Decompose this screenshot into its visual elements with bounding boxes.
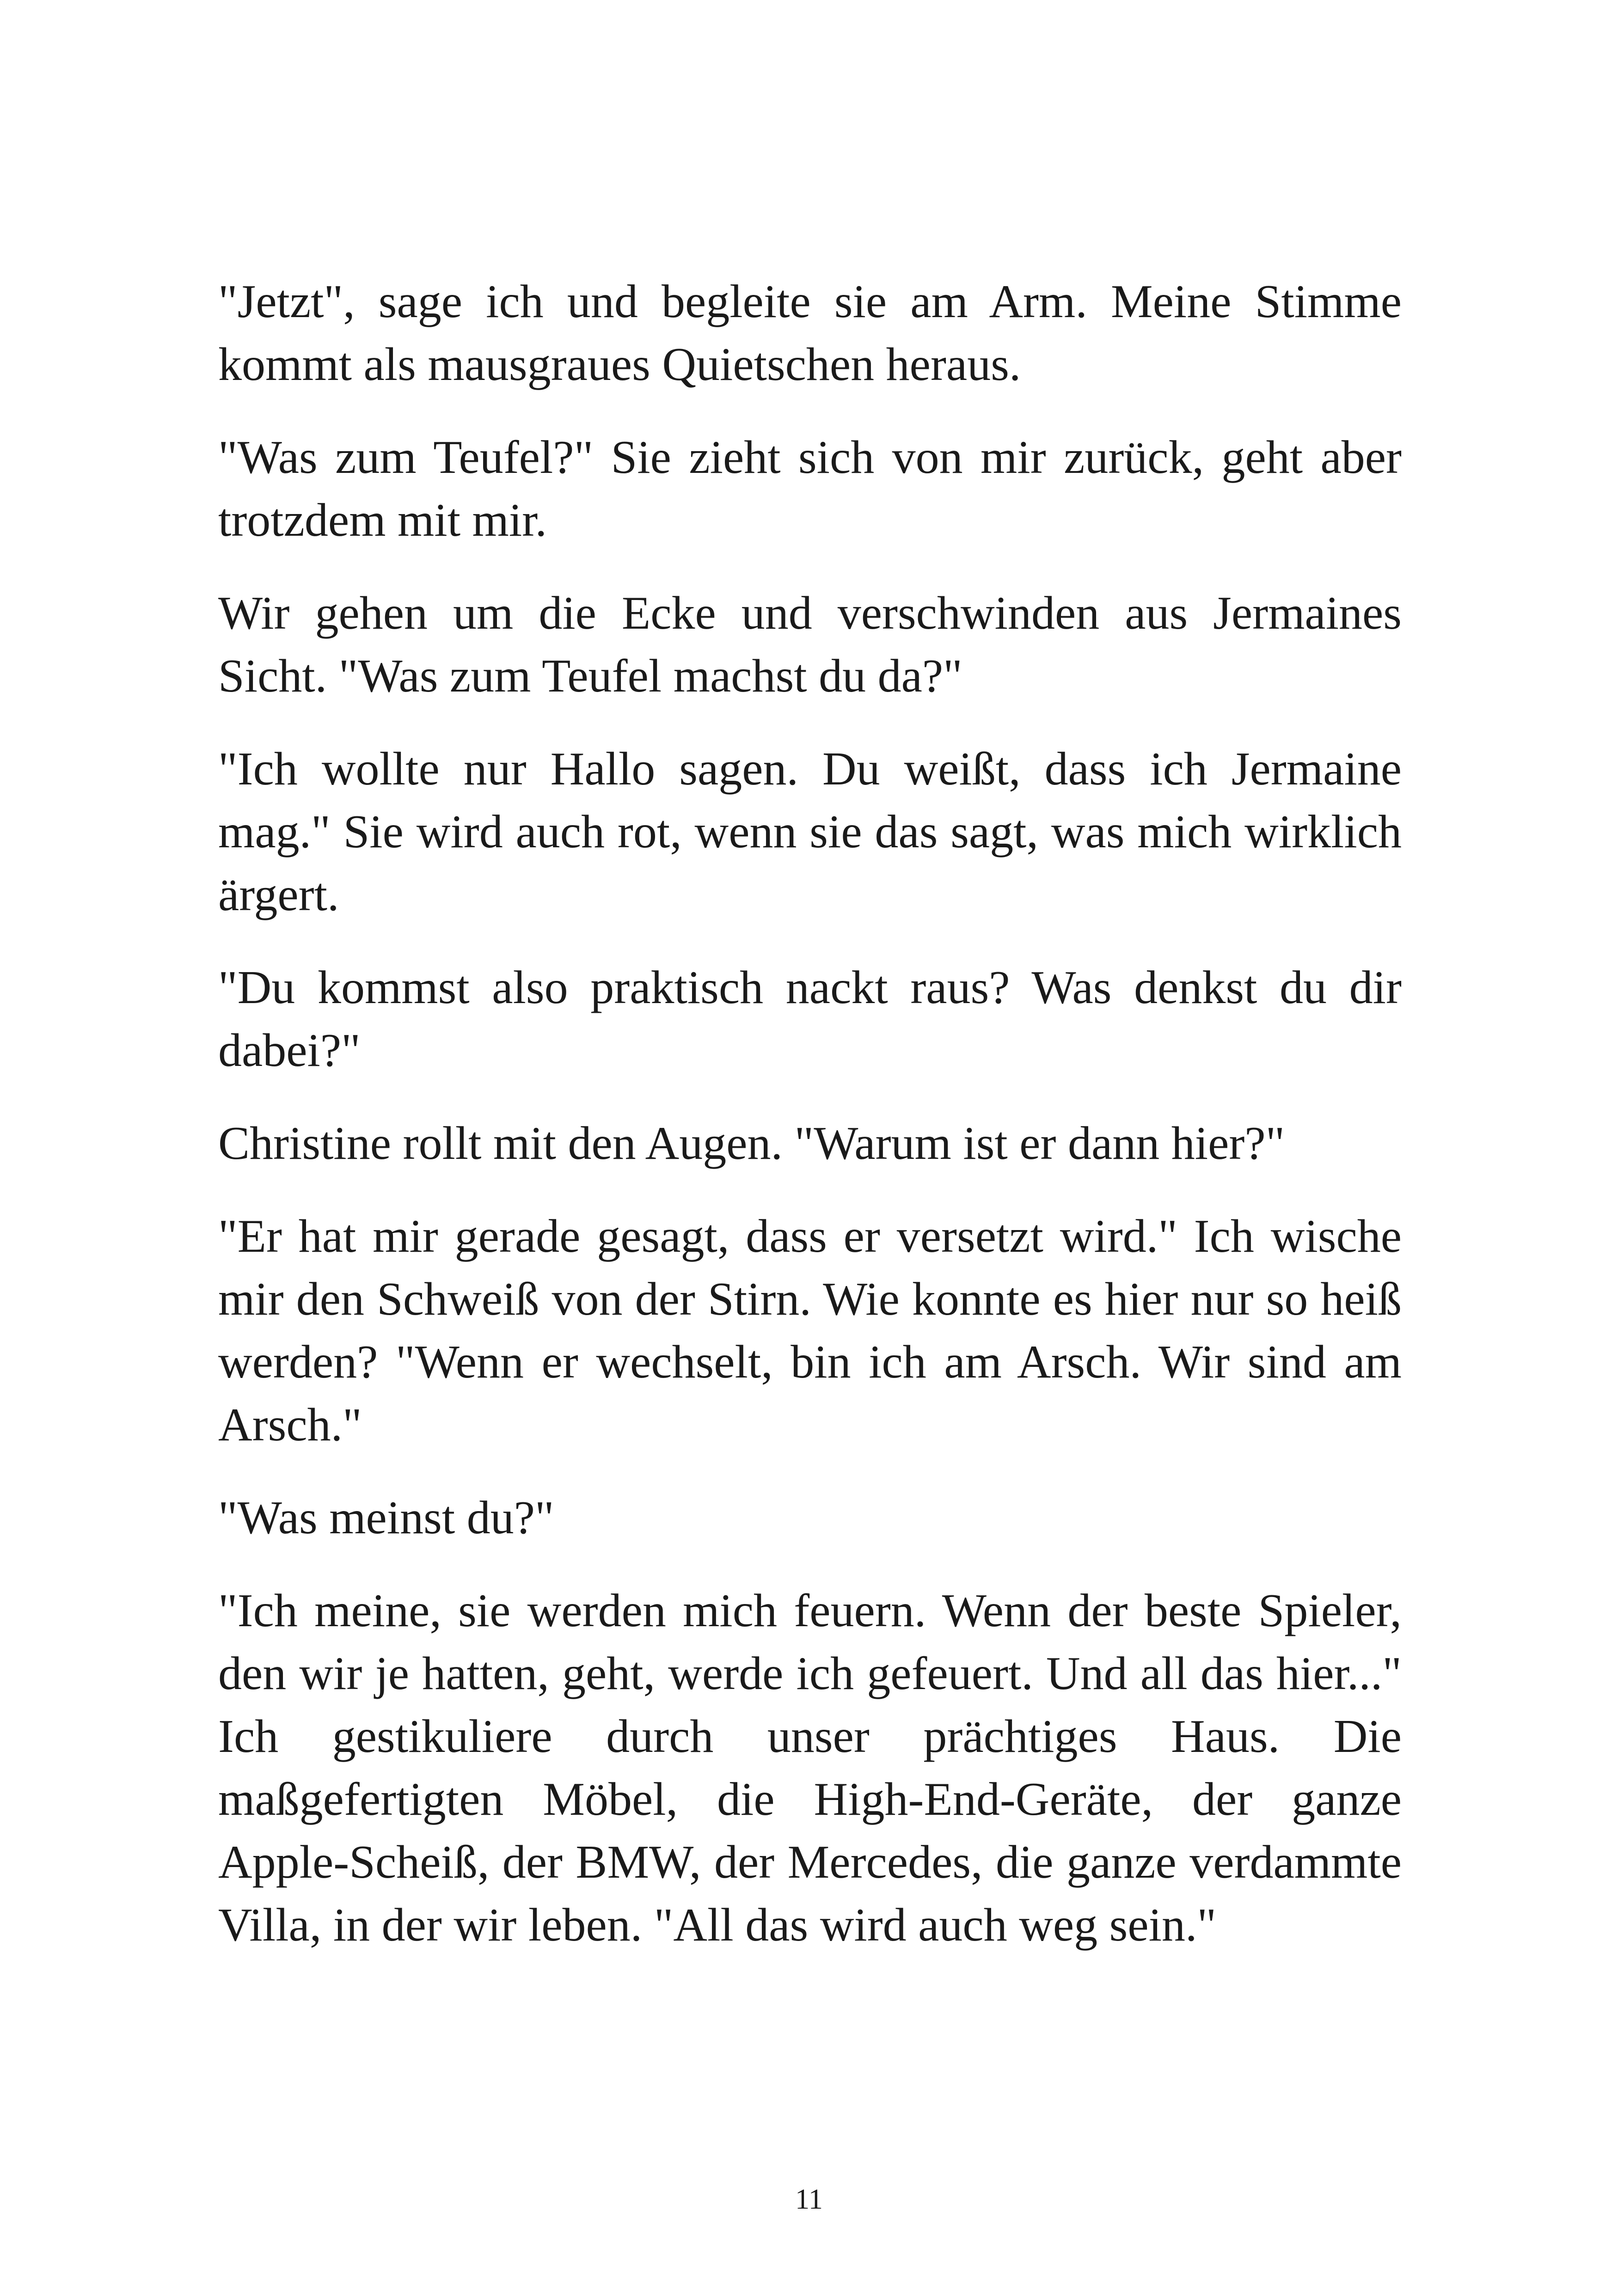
page-number: 11 xyxy=(795,2184,823,2215)
paragraph-8: "Was meinst du?" xyxy=(218,1492,554,1544)
paragraph-9: "Ich meine, sie werden mich feuern. Wenn der beste Spieler, den wir je hatten, geht, werde ich gefeuert. Und all das hier..." Ich gestikuliere durch unser prächtiges Haus. Die maßgefertigten Möbel, die High-End-Geräte, der ganze Apple-Scheiß, der BMW, der Mercedes, die ganze verdammte Villa, in der wir leben. "All das wird auch weg sein." xyxy=(218,1585,1402,1951)
paragraph-6: Christine rollt mit den Augen. "Warum ist er dann hier?" xyxy=(218,1117,1285,1169)
body-text xyxy=(218,270,1402,1957)
paragraph-4: "Ich wollte nur Hallo sagen. Du weißt, dass ich Jermaine mag." Sie wird auch rot, wenn sie das sagt, was mich wirklich ärgert. xyxy=(218,743,1402,921)
paragraph-5: "Du kommst also praktisch nackt raus? Was denkst du dir dabei?" xyxy=(218,961,1402,1077)
paragraph-7: "Er hat mir gerade gesagt, dass er versetzt wird." Ich wische mir den Schweiß von der Stirn. Wie konnte es hier nur so heiß werden? "Wenn er wechselt, bin ich am Arsch. Wir sind am Arsch." xyxy=(218,1210,1402,1451)
paragraph-1: "Jetzt", sage ich und begleite sie am Arm. Meine Stimme kommt als mausgraues Quietschen heraus. xyxy=(218,276,1402,391)
paragraph-3: Wir gehen um die Ecke und verschwinden aus Jermaines Sicht. "Was zum Teufel machst du da?" xyxy=(218,587,1402,702)
paragraph-2: "Was zum Teufel?" Sie zieht sich von mir zurück, geht aber trotzdem mit mir. xyxy=(218,431,1402,546)
